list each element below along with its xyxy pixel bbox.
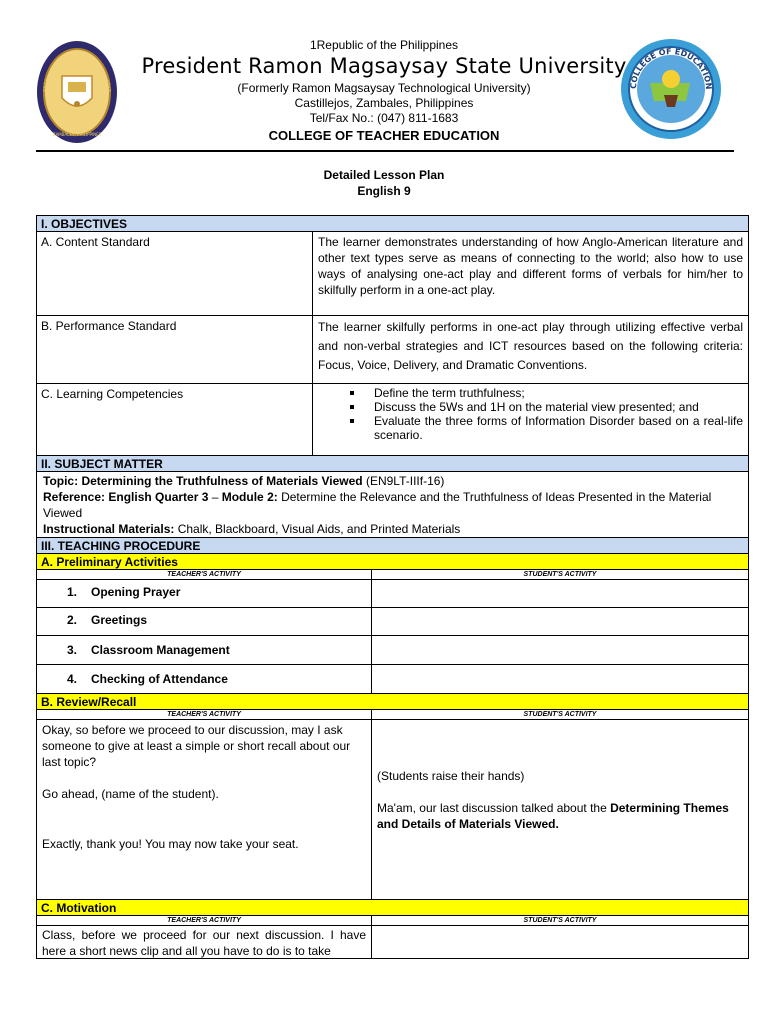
motivation-heading: C. Motivation <box>37 899 748 915</box>
review-student-text <box>377 800 743 832</box>
student-activity-header: STUDENT'S ACTIVITY <box>371 710 748 719</box>
prelim-row <box>37 579 748 607</box>
activity-column-headers <box>37 709 748 719</box>
prelim-item-label: Checking of Attendance <box>91 672 228 686</box>
telfax-line: Tel/Fax No.: (047) 811-1683 <box>309 111 459 125</box>
student-activity-cell <box>371 636 748 664</box>
activity-column-headers <box>37 569 748 579</box>
prelim-item-number: 3. <box>67 643 78 657</box>
prelim-item-label: Opening Prayer <box>91 585 181 599</box>
prelim-item-number: 4. <box>67 672 78 686</box>
competency-item: Evaluate the three forms of Information Disorder based on a real-life scenario. <box>364 414 743 442</box>
prelim-row <box>37 607 748 635</box>
review-teacher-cell <box>37 720 371 899</box>
review-recall-heading: B. Review/Recall <box>37 693 748 709</box>
learning-competencies-row <box>37 383 748 455</box>
review-student-text-b: Determining Themes and Details of Materials Viewed. <box>377 801 729 831</box>
college-name: COLLEGE OF TEACHER EDUCATION <box>268 128 500 143</box>
competency-item: Discuss the 5Ws and 1H on the material view presented; and <box>364 400 743 414</box>
doc-subject: English 9 <box>357 184 411 198</box>
lesson-plan-table <box>36 215 749 959</box>
college-of-education-logo <box>620 37 722 141</box>
reference-text: Determine the Relevance and the Truthfulness of Ideas Presented in the Material Viewed <box>43 490 712 520</box>
teacher-activity-header: TEACHER'S ACTIVITY <box>167 711 241 718</box>
teaching-procedure-heading: III. TEACHING PROCEDURE <box>37 537 748 553</box>
reference-module: Module 2: <box>221 490 278 504</box>
student-activity-cell <box>371 608 748 635</box>
prelim-row <box>37 664 748 693</box>
review-student-text-a: Ma'am, our last discussion talked about the <box>377 801 611 815</box>
performance-standard-text: The learner skilfully performs in one-act play through utilizing effective verbal and non-verbal strategies and ICT resources based on the following criteria: Focus, Voice, Delivery, and Dramatic Conventions. <box>312 316 748 383</box>
review-student-cell <box>371 720 748 899</box>
review-teacher-text: Okay, so before we proceed to our discussion, may I ask someone to give at least a simple or short recall about our last topic? <box>42 723 351 769</box>
learning-competencies-list <box>312 384 748 455</box>
republic-line: 1Republic of the Philippines <box>309 38 459 52</box>
student-activity-header: STUDENT'S ACTIVITY <box>371 916 748 925</box>
prelim-item-number: 1. <box>67 585 78 599</box>
student-activity-header: STUDENT'S ACTIVITY <box>371 570 748 579</box>
motivation-row <box>37 925 748 959</box>
teacher-activity-header: TEACHER'S ACTIVITY <box>167 917 241 924</box>
address-line: Castillejos, Zambales, Philippines <box>294 96 474 110</box>
learning-competencies-label: C. Learning Competencies <box>41 387 184 401</box>
student-activity-cell <box>371 580 748 607</box>
materials-text: Chalk, Blackboard, Visual Aids, and Printed Materials <box>174 522 461 536</box>
materials-label: Instructional Materials: <box>43 522 175 536</box>
reference-label: Reference: English Quarter 3 <box>43 490 209 504</box>
prelim-item-number: 2. <box>67 613 78 627</box>
motivation-student-cell <box>371 926 748 958</box>
reference-dash: – <box>208 490 222 504</box>
materials-line <box>43 521 742 537</box>
prelim-item-label: Classroom Management <box>91 643 230 657</box>
header-rule <box>36 150 734 152</box>
objectives-heading: I. OBJECTIVES <box>37 215 748 231</box>
seal-lettering: PRESIDENT RAMON MAGSAYSAY STAT <box>42 57 112 93</box>
prelim-item-label: Greetings <box>91 613 148 627</box>
subject-matter-body <box>37 471 748 537</box>
review-teacher-text: Exactly, thank you! You may now take your seat. <box>42 837 299 851</box>
review-student-text: (Students raise their hands) <box>377 769 525 783</box>
topic-label: Topic: Determining the Truthfulness of Materials Viewed <box>43 474 363 488</box>
performance-standard-row <box>37 315 748 383</box>
university-name: President Ramon Magsaysay State University <box>141 54 627 78</box>
formerly-line: (Formerly Ramon Magsaysay Technological University) <box>237 81 531 95</box>
reference-line <box>43 489 742 521</box>
student-activity-cell <box>371 665 748 693</box>
review-teacher-text: Go ahead, (name of the student). <box>42 787 219 801</box>
review-recall-row <box>37 719 748 899</box>
competency-item: Define the term truthfulness; <box>364 386 743 400</box>
preliminary-activities-heading: A. Preliminary Activities <box>37 553 748 569</box>
content-standard-row <box>37 231 748 315</box>
motivation-teacher-text: Class, before we proceed for our next discussion. I have here a short news clip and all you have to do is to take <box>42 928 366 958</box>
content-standard-label: A. Content Standard <box>41 235 150 249</box>
topic-code: (EN9LT-IIIf-16) <box>362 474 445 488</box>
subject-matter-heading: II. SUBJECT MATTER <box>37 455 748 471</box>
doc-title: Detailed Lesson Plan <box>323 168 445 182</box>
prelim-row <box>37 635 748 664</box>
content-standard-text: The learner demonstrates understanding of how Anglo-American literature and other text types serve as means of connecting to the world; also how to use ways of analysing one-act play and different forms of verbals for him/her to skilfully perform in a one-act play. <box>312 232 748 315</box>
performance-standard-label: B. Performance Standard <box>41 319 177 333</box>
seal-sub-lettering: ZAMBALES, PHILIPPINES <box>52 132 102 137</box>
teacher-activity-header: TEACHER'S ACTIVITY <box>167 571 241 578</box>
coe-lettering: COLLEGE OF EDUCATION <box>628 46 714 90</box>
topic-line <box>43 473 742 489</box>
activity-column-headers <box>37 915 748 925</box>
